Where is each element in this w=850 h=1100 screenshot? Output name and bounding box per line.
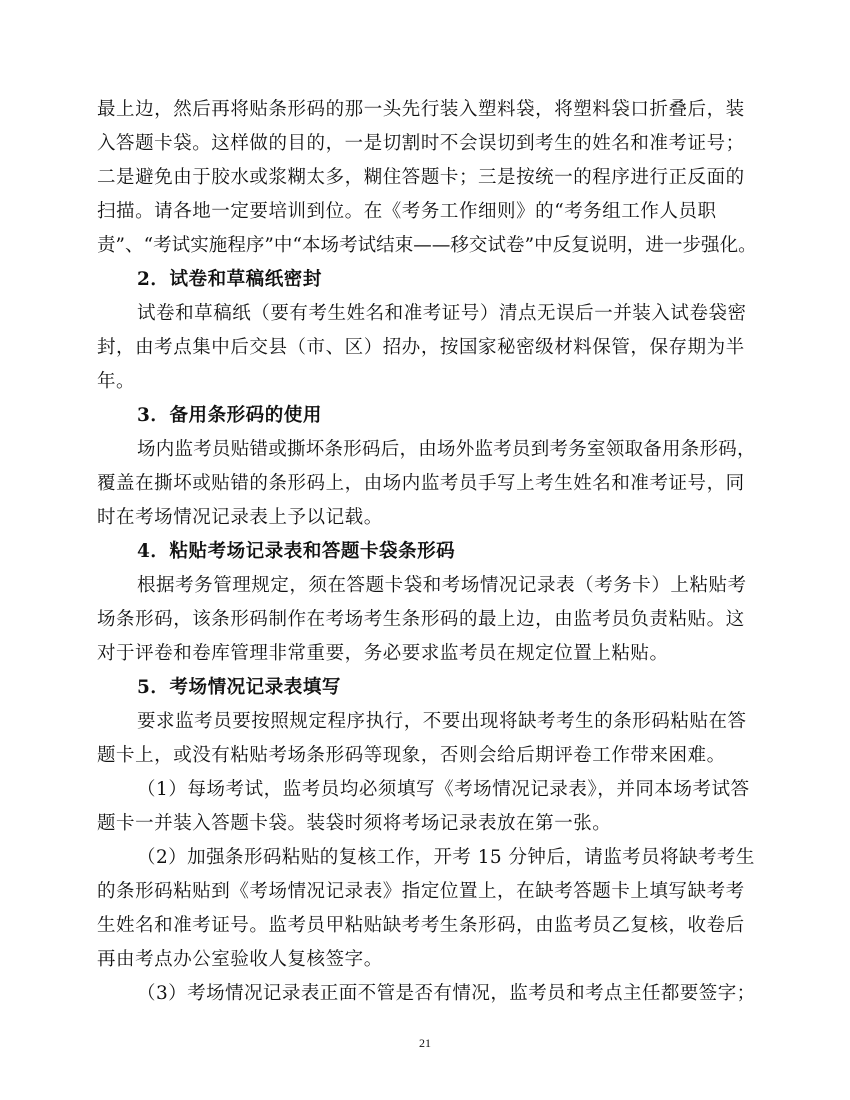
- section-heading: 5．考场情况记录表填写: [137, 677, 341, 698]
- text-line: 试卷和草稿纸（要有考生姓名和准考证号）清点无误后一并装入试卷袋密: [137, 303, 747, 324]
- text-line: 年。: [97, 371, 136, 392]
- text-line: 最上边，然后再将贴条形码的那一头先行装入塑料袋，将塑料袋口折叠后，装: [97, 99, 745, 120]
- text-line: 覆盖在撕坏或贴错的条形码上，由场内监考员手写上考生姓名和准考证号，同: [97, 473, 745, 494]
- text-line: （3）考场情况记录表正面不管是否有情况，监考员和考点主任都要签字；: [137, 983, 756, 1004]
- text-line: 入答题卡袋。这样做的目的，一是切割时不会误切到考生的姓名和准考证号；: [97, 133, 745, 154]
- text-line: 二是避免由于胶水或浆糊太多，糊住答题卡；三是按统一的程序进行正反面的: [97, 167, 745, 188]
- text-line: （1）每场考试，监考员均必须填写《考场情况记录表》，并同本场考试答: [137, 779, 750, 800]
- text-line: 题卡上，或没有粘贴考场条形码等现象，否则会给后期评卷工作带来困难。: [97, 745, 726, 766]
- text-line: 封，由考点集中后交县（市、区）招办，按国家秘密级材料保管，保存期为半: [97, 337, 745, 358]
- text-line: 再由考点办公室验收人复核签字。: [97, 949, 383, 970]
- text-line: （2）加强条形码粘贴的复核工作，开考 15 分钟后，请监考员将缺考考生: [137, 847, 755, 868]
- text-line: 扫描。请各地一定要培训到位。在《考务工作细则》的“考务组工作人员职: [97, 201, 717, 222]
- page-number: 21: [419, 1036, 431, 1050]
- text-line: 场内监考员贴错或撕坏条形码后，由场外监考员到考务室领取备用条形码，: [137, 439, 756, 460]
- text-line: 时在考场情况记录表上予以记载。: [97, 507, 383, 528]
- section-heading: 4．粘贴考场记录表和答题卡袋条形码: [137, 541, 456, 562]
- document-body: [97, 93, 757, 1011]
- text-line: 根据考务管理规定，须在答题卡袋和考场情况记录表（考务卡）上粘贴考: [137, 575, 747, 596]
- section-heading: 3．备用条形码的使用: [137, 405, 322, 426]
- section-heading: 2．试卷和草稿纸密封: [137, 269, 322, 290]
- text-line: 要求监考员要按照规定程序执行，不要出现将缺考考生的条形码粘贴在答: [137, 711, 747, 732]
- text-line: 责”、“考试实施程序”中“本场考试结束——移交试卷”中反复说明，进一步强化。: [97, 235, 757, 256]
- text-line: 生姓名和准考证号。监考员甲粘贴缺考考生条形码，由监考员乙复核，收卷后: [97, 915, 745, 936]
- text-line: 题卡一并装入答题卡袋。装袋时须将考场记录表放在第一张。: [97, 813, 612, 834]
- text-line: 的条形码粘贴到《考场情况记录表》指定位置上，在缺考答题卡上填写缺考考: [97, 881, 745, 902]
- text-line: 场条形码，该条形码制作在考场考生条形码的最上边，由监考员负责粘贴。这: [97, 609, 745, 630]
- text-line: 对于评卷和卷库管理非常重要，务必要求监考员在规定位置上粘贴。: [97, 643, 669, 664]
